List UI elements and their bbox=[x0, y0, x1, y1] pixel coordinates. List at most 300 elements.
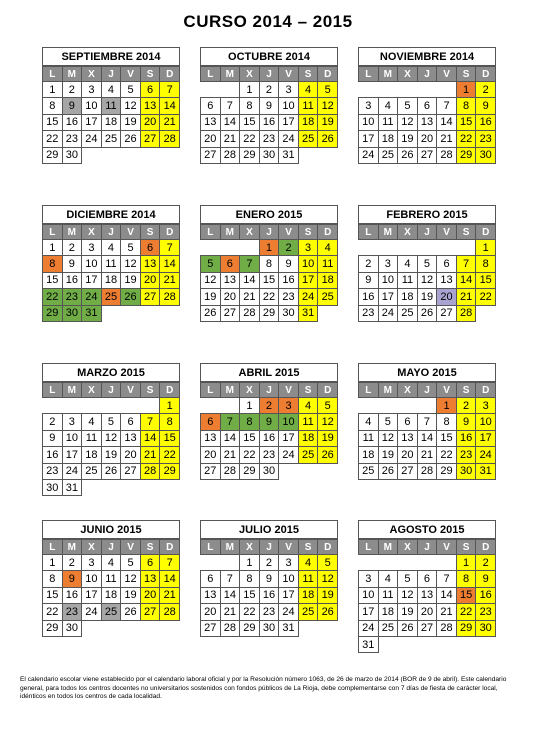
day-cell: 19 bbox=[101, 447, 121, 463]
day-cell: 15 bbox=[240, 430, 260, 446]
day-cell: 16 bbox=[476, 114, 496, 130]
weekday-header: V bbox=[279, 67, 299, 82]
day-cell: 14 bbox=[437, 114, 457, 130]
day-cell: 9 bbox=[456, 414, 476, 430]
day-cell: 8 bbox=[160, 414, 180, 430]
weekday-header: D bbox=[160, 383, 180, 398]
empty-day-cell bbox=[359, 82, 379, 98]
month-calendar bbox=[358, 520, 496, 653]
day-cell: 6 bbox=[201, 414, 221, 430]
empty-day-cell bbox=[398, 636, 418, 652]
empty-day-cell bbox=[318, 463, 338, 479]
empty-day-cell bbox=[121, 620, 141, 636]
day-cell: 17 bbox=[279, 587, 299, 603]
weekday-header: J bbox=[259, 225, 279, 240]
empty-day-cell bbox=[456, 240, 476, 256]
empty-day-cell bbox=[201, 82, 221, 98]
weekday-header: V bbox=[437, 67, 457, 82]
day-cell: 24 bbox=[82, 289, 102, 305]
day-cell: 31 bbox=[62, 479, 82, 495]
day-cell: 19 bbox=[378, 447, 398, 463]
day-cell: 28 bbox=[160, 604, 180, 620]
empty-day-cell bbox=[140, 305, 160, 321]
empty-day-cell bbox=[101, 305, 121, 321]
weekday-header: X bbox=[398, 383, 418, 398]
day-cell: 23 bbox=[259, 131, 279, 147]
day-cell: 10 bbox=[82, 256, 102, 272]
day-cell: 16 bbox=[259, 430, 279, 446]
empty-day-cell bbox=[437, 82, 457, 98]
month-title: AGOSTO 2015 bbox=[358, 520, 496, 539]
day-cell: 7 bbox=[160, 240, 180, 256]
day-cell: 30 bbox=[259, 147, 279, 163]
month-calendar bbox=[42, 205, 180, 322]
weekday-header: L bbox=[43, 383, 63, 398]
day-cell: 18 bbox=[298, 114, 318, 130]
weekday-header: M bbox=[62, 225, 82, 240]
day-cell: 12 bbox=[398, 114, 418, 130]
day-cell: 4 bbox=[101, 82, 121, 98]
day-cell: 24 bbox=[82, 604, 102, 620]
empty-day-cell bbox=[359, 240, 379, 256]
day-cell: 4 bbox=[82, 414, 102, 430]
weekday-header: J bbox=[417, 67, 437, 82]
day-cell: 2 bbox=[62, 555, 82, 571]
month-calendar bbox=[358, 47, 496, 164]
day-cell: 15 bbox=[43, 272, 63, 288]
day-cell: 10 bbox=[359, 114, 379, 130]
day-cell: 3 bbox=[279, 555, 299, 571]
month-title: NOVIEMBRE 2014 bbox=[358, 47, 496, 66]
day-cell: 19 bbox=[398, 131, 418, 147]
day-cell: 8 bbox=[43, 256, 63, 272]
day-cell: 19 bbox=[318, 430, 338, 446]
day-cell: 15 bbox=[240, 587, 260, 603]
empty-day-cell bbox=[476, 305, 496, 321]
day-cell: 22 bbox=[43, 131, 63, 147]
day-cell: 29 bbox=[160, 463, 180, 479]
weekday-header: J bbox=[259, 383, 279, 398]
day-cell: 6 bbox=[140, 82, 160, 98]
day-cell: 27 bbox=[417, 620, 437, 636]
day-cell: 29 bbox=[240, 147, 260, 163]
day-cell: 29 bbox=[240, 620, 260, 636]
weekday-header: D bbox=[160, 540, 180, 555]
day-cell: 14 bbox=[220, 430, 240, 446]
day-cell: 28 bbox=[220, 463, 240, 479]
day-cell: 6 bbox=[437, 256, 457, 272]
empty-day-cell bbox=[101, 479, 121, 495]
empty-day-cell bbox=[121, 398, 141, 414]
month-calendar bbox=[358, 205, 496, 322]
day-cell: 1 bbox=[43, 555, 63, 571]
weekday-header: L bbox=[43, 225, 63, 240]
day-cell: 17 bbox=[359, 604, 379, 620]
day-cell: 2 bbox=[259, 82, 279, 98]
day-cell: 14 bbox=[240, 272, 260, 288]
empty-day-cell bbox=[398, 82, 418, 98]
day-cell: 10 bbox=[359, 587, 379, 603]
day-cell: 11 bbox=[101, 98, 121, 114]
day-cell: 6 bbox=[201, 98, 221, 114]
day-cell: 4 bbox=[378, 571, 398, 587]
day-cell: 27 bbox=[201, 463, 221, 479]
day-cell: 19 bbox=[417, 289, 437, 305]
day-cell: 23 bbox=[456, 447, 476, 463]
empty-day-cell bbox=[121, 479, 141, 495]
weekday-header: S bbox=[456, 383, 476, 398]
day-cell: 9 bbox=[43, 430, 63, 446]
day-cell: 4 bbox=[298, 82, 318, 98]
day-cell: 28 bbox=[220, 147, 240, 163]
weekday-header: J bbox=[417, 383, 437, 398]
empty-day-cell bbox=[140, 398, 160, 414]
day-cell: 7 bbox=[220, 571, 240, 587]
weekday-header: X bbox=[240, 540, 260, 555]
day-cell: 15 bbox=[240, 114, 260, 130]
weekday-header: S bbox=[456, 225, 476, 240]
day-cell: 29 bbox=[240, 463, 260, 479]
weekday-header: V bbox=[279, 383, 299, 398]
day-cell: 22 bbox=[476, 289, 496, 305]
day-cell: 17 bbox=[359, 131, 379, 147]
day-cell: 8 bbox=[240, 571, 260, 587]
day-cell: 20 bbox=[398, 447, 418, 463]
day-cell: 28 bbox=[456, 305, 476, 321]
empty-day-cell bbox=[378, 636, 398, 652]
day-cell: 12 bbox=[318, 414, 338, 430]
day-cell: 28 bbox=[417, 463, 437, 479]
weekday-header: M bbox=[62, 540, 82, 555]
empty-day-cell bbox=[140, 147, 160, 163]
empty-day-cell bbox=[417, 240, 437, 256]
day-cell: 15 bbox=[43, 587, 63, 603]
day-cell: 5 bbox=[318, 555, 338, 571]
month-calendar bbox=[42, 47, 180, 164]
day-cell: 31 bbox=[298, 305, 318, 321]
day-cell: 29 bbox=[259, 305, 279, 321]
day-cell: 21 bbox=[456, 289, 476, 305]
weekday-header: L bbox=[359, 67, 379, 82]
day-cell: 23 bbox=[279, 289, 299, 305]
day-cell: 28 bbox=[437, 620, 457, 636]
day-cell: 27 bbox=[417, 147, 437, 163]
weekday-header: S bbox=[298, 67, 318, 82]
day-cell: 19 bbox=[121, 114, 141, 130]
day-cell: 16 bbox=[476, 587, 496, 603]
weekday-header: L bbox=[359, 383, 379, 398]
day-cell: 12 bbox=[101, 430, 121, 446]
day-cell: 21 bbox=[140, 447, 160, 463]
day-cell: 13 bbox=[398, 430, 418, 446]
weekday-header: L bbox=[359, 225, 379, 240]
empty-day-cell bbox=[417, 636, 437, 652]
day-cell: 7 bbox=[417, 414, 437, 430]
day-cell: 8 bbox=[437, 414, 457, 430]
empty-day-cell bbox=[417, 82, 437, 98]
weekday-header: M bbox=[62, 383, 82, 398]
day-cell: 6 bbox=[220, 256, 240, 272]
day-cell: 24 bbox=[359, 620, 379, 636]
day-cell: 16 bbox=[359, 289, 379, 305]
day-cell: 23 bbox=[259, 447, 279, 463]
empty-day-cell bbox=[201, 240, 221, 256]
empty-day-cell bbox=[201, 555, 221, 571]
day-cell: 23 bbox=[62, 289, 82, 305]
day-cell: 9 bbox=[359, 272, 379, 288]
day-cell: 22 bbox=[240, 447, 260, 463]
empty-day-cell bbox=[298, 463, 318, 479]
day-cell: 2 bbox=[476, 82, 496, 98]
day-cell: 25 bbox=[359, 463, 379, 479]
day-cell: 5 bbox=[318, 398, 338, 414]
empty-day-cell bbox=[62, 398, 82, 414]
day-cell: 28 bbox=[220, 620, 240, 636]
weekday-header: M bbox=[378, 225, 398, 240]
day-cell: 22 bbox=[456, 131, 476, 147]
day-cell: 31 bbox=[476, 463, 496, 479]
day-cell: 24 bbox=[82, 131, 102, 147]
day-cell: 19 bbox=[121, 587, 141, 603]
day-cell: 17 bbox=[82, 114, 102, 130]
day-cell: 18 bbox=[359, 447, 379, 463]
weekday-header: X bbox=[82, 383, 102, 398]
empty-day-cell bbox=[279, 463, 299, 479]
day-cell: 18 bbox=[298, 587, 318, 603]
day-cell: 13 bbox=[201, 114, 221, 130]
day-cell: 27 bbox=[201, 147, 221, 163]
day-cell: 21 bbox=[160, 114, 180, 130]
day-cell: 8 bbox=[456, 98, 476, 114]
day-cell: 19 bbox=[398, 604, 418, 620]
day-cell: 9 bbox=[279, 256, 299, 272]
day-cell: 24 bbox=[298, 289, 318, 305]
day-cell: 8 bbox=[456, 571, 476, 587]
day-cell: 3 bbox=[279, 398, 299, 414]
day-cell: 10 bbox=[476, 414, 496, 430]
day-cell: 6 bbox=[140, 240, 160, 256]
day-cell: 13 bbox=[201, 430, 221, 446]
day-cell: 12 bbox=[121, 98, 141, 114]
day-cell: 25 bbox=[101, 604, 121, 620]
day-cell: 11 bbox=[398, 272, 418, 288]
day-cell: 15 bbox=[43, 114, 63, 130]
day-cell: 14 bbox=[417, 430, 437, 446]
day-cell: 14 bbox=[220, 587, 240, 603]
day-cell: 24 bbox=[279, 447, 299, 463]
day-cell: 5 bbox=[398, 98, 418, 114]
day-cell: 27 bbox=[437, 305, 457, 321]
weekday-header: J bbox=[101, 383, 121, 398]
day-cell: 9 bbox=[62, 571, 82, 587]
day-cell: 15 bbox=[456, 587, 476, 603]
weekday-header: S bbox=[298, 540, 318, 555]
day-cell: 31 bbox=[82, 305, 102, 321]
day-cell: 2 bbox=[62, 82, 82, 98]
weekday-header: M bbox=[220, 540, 240, 555]
day-cell: 10 bbox=[82, 571, 102, 587]
day-cell: 27 bbox=[398, 463, 418, 479]
empty-day-cell bbox=[417, 398, 437, 414]
weekday-header: J bbox=[101, 225, 121, 240]
day-cell: 7 bbox=[220, 414, 240, 430]
empty-day-cell bbox=[101, 398, 121, 414]
day-cell: 4 bbox=[398, 256, 418, 272]
weekday-header: M bbox=[220, 225, 240, 240]
empty-day-cell bbox=[437, 240, 457, 256]
empty-day-cell bbox=[378, 398, 398, 414]
empty-day-cell bbox=[298, 147, 318, 163]
empty-day-cell bbox=[82, 147, 102, 163]
day-cell: 10 bbox=[279, 98, 299, 114]
day-cell: 12 bbox=[398, 587, 418, 603]
weekday-header: S bbox=[298, 383, 318, 398]
empty-day-cell bbox=[417, 555, 437, 571]
day-cell: 27 bbox=[140, 131, 160, 147]
day-cell: 18 bbox=[82, 447, 102, 463]
day-cell: 13 bbox=[140, 256, 160, 272]
day-cell: 16 bbox=[259, 587, 279, 603]
day-cell: 16 bbox=[456, 430, 476, 446]
day-cell: 30 bbox=[259, 620, 279, 636]
empty-day-cell bbox=[43, 398, 63, 414]
day-cell: 22 bbox=[240, 131, 260, 147]
weekday-header: S bbox=[298, 225, 318, 240]
day-cell: 10 bbox=[378, 272, 398, 288]
month-calendar bbox=[358, 363, 496, 480]
weekday-header: L bbox=[359, 540, 379, 555]
day-cell: 5 bbox=[121, 240, 141, 256]
day-cell: 9 bbox=[476, 98, 496, 114]
day-cell: 25 bbox=[101, 131, 121, 147]
day-cell: 13 bbox=[140, 98, 160, 114]
day-cell: 5 bbox=[121, 82, 141, 98]
weekday-header: M bbox=[378, 383, 398, 398]
day-cell: 13 bbox=[201, 587, 221, 603]
month-title: DICIEMBRE 2014 bbox=[42, 205, 180, 224]
day-cell: 1 bbox=[259, 240, 279, 256]
day-cell: 12 bbox=[417, 272, 437, 288]
day-cell: 20 bbox=[140, 114, 160, 130]
weekday-header: D bbox=[476, 383, 496, 398]
day-cell: 30 bbox=[43, 479, 63, 495]
weekday-header: X bbox=[82, 225, 102, 240]
empty-day-cell bbox=[398, 398, 418, 414]
day-cell: 25 bbox=[82, 463, 102, 479]
day-cell: 1 bbox=[43, 82, 63, 98]
day-cell: 2 bbox=[456, 398, 476, 414]
day-cell: 13 bbox=[121, 430, 141, 446]
day-cell: 1 bbox=[456, 82, 476, 98]
day-cell: 1 bbox=[240, 555, 260, 571]
weekday-header: X bbox=[82, 540, 102, 555]
empty-day-cell bbox=[220, 82, 240, 98]
day-cell: 29 bbox=[43, 305, 63, 321]
day-cell: 26 bbox=[201, 305, 221, 321]
weekday-header: V bbox=[121, 383, 141, 398]
empty-day-cell bbox=[398, 240, 418, 256]
day-cell: 8 bbox=[43, 571, 63, 587]
day-cell: 26 bbox=[121, 604, 141, 620]
day-cell: 23 bbox=[62, 604, 82, 620]
day-cell: 8 bbox=[43, 98, 63, 114]
month-calendar bbox=[42, 520, 180, 637]
day-cell: 24 bbox=[279, 604, 299, 620]
day-cell: 25 bbox=[318, 289, 338, 305]
day-cell: 11 bbox=[378, 114, 398, 130]
day-cell: 11 bbox=[359, 430, 379, 446]
day-cell: 26 bbox=[121, 131, 141, 147]
day-cell: 6 bbox=[121, 414, 141, 430]
day-cell: 4 bbox=[101, 555, 121, 571]
day-cell: 26 bbox=[378, 463, 398, 479]
day-cell: 15 bbox=[160, 430, 180, 446]
day-cell: 30 bbox=[476, 147, 496, 163]
weekday-header: J bbox=[259, 67, 279, 82]
day-cell: 28 bbox=[160, 131, 180, 147]
weekday-header: J bbox=[417, 225, 437, 240]
weekday-header: S bbox=[140, 225, 160, 240]
day-cell: 7 bbox=[437, 98, 457, 114]
empty-day-cell bbox=[121, 147, 141, 163]
weekday-header: V bbox=[437, 540, 457, 555]
day-cell: 26 bbox=[318, 131, 338, 147]
day-cell: 26 bbox=[318, 447, 338, 463]
empty-day-cell bbox=[476, 636, 496, 652]
day-cell: 5 bbox=[201, 256, 221, 272]
weekday-header: D bbox=[476, 540, 496, 555]
weekday-header: S bbox=[140, 383, 160, 398]
day-cell: 7 bbox=[220, 98, 240, 114]
weekday-header: L bbox=[201, 540, 221, 555]
day-cell: 13 bbox=[417, 587, 437, 603]
day-cell: 26 bbox=[318, 604, 338, 620]
day-cell: 5 bbox=[378, 414, 398, 430]
month-title: ENERO 2015 bbox=[200, 205, 338, 224]
empty-day-cell bbox=[82, 620, 102, 636]
empty-day-cell bbox=[318, 147, 338, 163]
weekday-header: D bbox=[318, 67, 338, 82]
empty-day-cell bbox=[298, 620, 318, 636]
day-cell: 27 bbox=[220, 305, 240, 321]
day-cell: 20 bbox=[201, 447, 221, 463]
day-cell: 10 bbox=[62, 430, 82, 446]
day-cell: 28 bbox=[140, 463, 160, 479]
day-cell: 9 bbox=[476, 571, 496, 587]
weekday-header: V bbox=[437, 225, 457, 240]
weekday-header: X bbox=[82, 67, 102, 82]
day-cell: 6 bbox=[398, 414, 418, 430]
weekday-header: J bbox=[259, 540, 279, 555]
day-cell: 13 bbox=[437, 272, 457, 288]
weekday-header: M bbox=[378, 540, 398, 555]
day-cell: 27 bbox=[140, 604, 160, 620]
weekday-header: D bbox=[318, 383, 338, 398]
day-cell: 20 bbox=[140, 587, 160, 603]
day-cell: 18 bbox=[298, 430, 318, 446]
day-cell: 3 bbox=[279, 82, 299, 98]
month-title: MAYO 2015 bbox=[358, 363, 496, 382]
day-cell: 29 bbox=[456, 147, 476, 163]
day-cell: 29 bbox=[437, 463, 457, 479]
day-cell: 21 bbox=[240, 289, 260, 305]
day-cell: 14 bbox=[220, 114, 240, 130]
day-cell: 23 bbox=[259, 604, 279, 620]
day-cell: 19 bbox=[121, 272, 141, 288]
day-cell: 5 bbox=[121, 555, 141, 571]
weekday-header: X bbox=[398, 225, 418, 240]
day-cell: 14 bbox=[456, 272, 476, 288]
